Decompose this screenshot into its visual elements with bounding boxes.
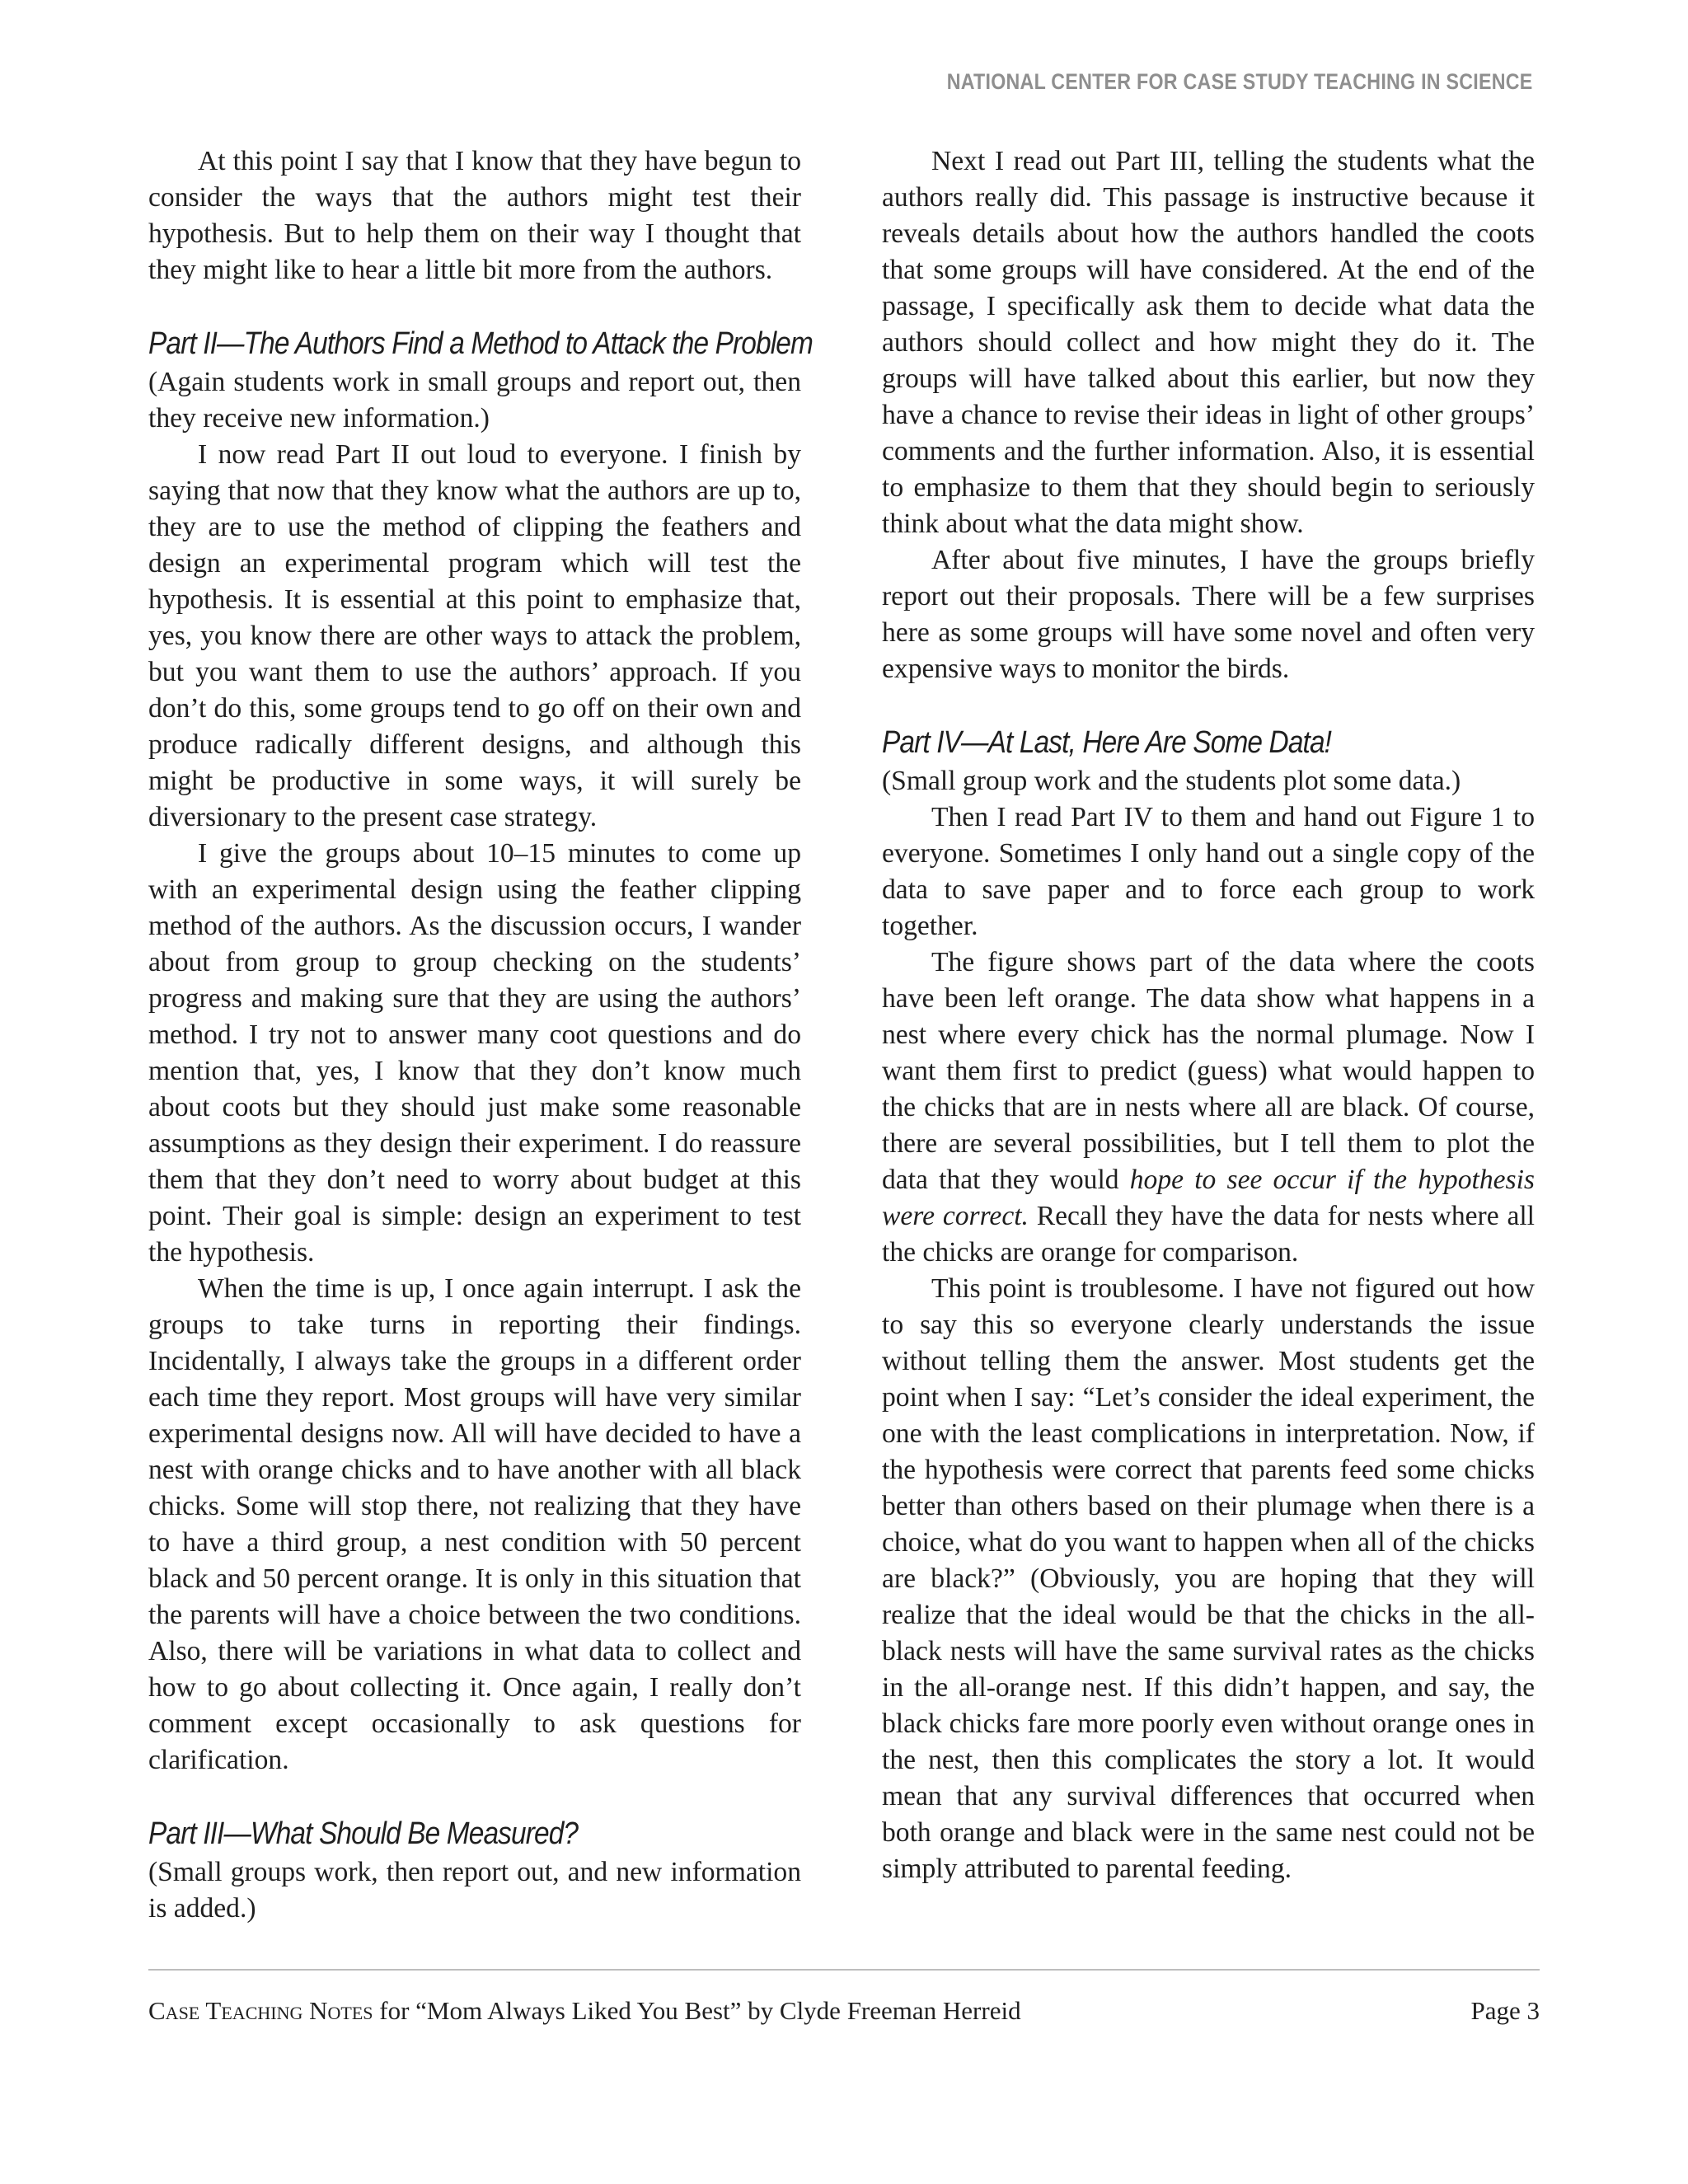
paragraph: I now read Part II out loud to everyone. I finish by saying that now that they know what the authors are up to, they are to use the method of clipping the feathers and design an experimental program which will test the hypothesis. It is essential at this point to emphasize that, yes, you know there are other ways to attack the problem, but you want them to use the authors’ approach. If you don’t do this, some groups tend to go off on their own and produce radically different designs, and although this might be productive in some ways, it will surely be diversionary to the present case strategy. — [148, 439, 801, 832]
emphasized-text: hope to see occur if the hypothesis were correct. — [882, 1165, 1535, 1231]
section-heading-part-4: Part IV—At Last, Here Are Some Data! — [882, 725, 1332, 760]
paragraph: I give the groups about 10–15 minutes to come up with an experimental design using the feather clipping method of the authors. As the discussion occurs, I wander about from group to group checking on the students’ progress and making sure that they are using the authors’ method. I try not to answer many coot questions and do mention that, yes, I know that they don’t know much about coots but they should just make some reasonable assumptions as they design their experiment. I do reassure them that they don’t need to worry about budget at this point. Their goal is simple: design an experiment to test the hypothesis. — [148, 838, 801, 1268]
footer-divider — [148, 1969, 1540, 1971]
footer-notes-label: Case Teaching Notes — [148, 1996, 373, 2025]
paragraph-text: Recall they have the data for nests where all the chicks are orange for comparison. — [882, 1201, 1536, 1268]
running-header: NATIONAL CENTER FOR CASE STUDY TEACHING IN SCIENCE — [947, 69, 1533, 94]
paragraph: Then I read Part IV to them and hand out Figure 1 to everyone. Sometimes I only hand out a single copy of the data to save paper and to force each group to work together. — [882, 802, 1535, 941]
left-column — [148, 143, 813, 1927]
paragraph — [882, 944, 1535, 1271]
paragraph: At this point I say that I know that they have begun to consider the ways that the authors might test their hypothesis. But to help them on their way I thought that they might like to hear a little bit more from the authors. — [148, 146, 801, 285]
section-note-part-4: (Small group work and the students plot some data.) — [882, 766, 1461, 796]
section-heading-part-2: Part II—The Authors Find a Method to Attack the Problem — [148, 326, 813, 361]
paragraph: After about five minutes, I have the groups briefly report out their proposals. There will be a few surprises here as some groups will have some novel and often very expensive ways to monitor the birds. — [882, 545, 1535, 684]
footer-citation — [148, 1994, 1021, 2027]
section-note-part-3: (Small groups work, then report out, and new information is added.) — [148, 1857, 801, 1924]
paragraph: When the time is up, I once again interrupt. I ask the groups to take turns in reporting their findings. Incidentally, I always take the groups in a different order each time they report. Most groups will have very similar experimental designs now. All will have decided to have a nest with orange chicks and to have another with all black chicks. Some will stop there, not realizing that they have to have a third group, a nest condition with 50 percent black and 50 percent orange. It is only in this situation that the parents will have a choice between the two conditions. Also, there will be variations in what data to collect and how to go about collecting it. Once again, I really don’t comment except occasionally to ask questions for clarification. — [148, 1273, 801, 1775]
page-number: Page 3 — [1470, 1996, 1540, 2025]
paragraph-text: The figure shows part of the data where the coots have been left orange. The data show what happens in a nest where every chick has the normal plumage. Now I want them first to predict (guess) what would happen to the chicks that are in nests where all are black. Of course, there are several possibilities, but I tell them to plot the data that they would — [882, 947, 1535, 1195]
paragraph: Next I read out Part III, telling the students what the authors really did. This passage is instructive because it reveals details about how the authors handled the coots that some groups will have considered. At the end of the passage, I specifically ask them to decide what data the authors should collect and how might they do it. The groups will have talked about this earlier, but now they have a chance to revise their ideas in light of other groups’ comments and the further information. Also, it is essential to emphasize to them that they should begin to seriously think about what the data might show. — [882, 146, 1535, 539]
section-note-part-2: (Again students work in small groups and report out, then they receive new information.) — [148, 367, 801, 434]
footer-title: for “Mom Always Liked You Best” by Clyde Freeman Herreid — [373, 1996, 1021, 2025]
right-column — [882, 143, 1535, 1887]
paragraph: This point is troublesome. I have not figured out how to say this so everyone clearly understands the issue without telling them the answer. Most students get the point when I say: “Let’s consider the ideal experiment, the one with the least complications in interpretation. Now, if the hypothesis were correct that parents feed some chicks better than others based on their plumage when there is a choice, what do you want to happen when all of the chicks are black?” (Obviously, you are hoping that they will realize that the ideal would be that the chicks in the all-black nests will have the same survival rates as the chicks in the all-orange nest. If this didn’t happen, and say, the black chicks fare more poorly even without orange ones in the nest, then this complicates the story a lot. It would mean that any survival differences that occurred when both orange and black were in the same nest could not be simply attributed to parental feeding. — [882, 1273, 1535, 1884]
section-heading-part-3: Part III—What Should Be Measured? — [148, 1816, 579, 1851]
